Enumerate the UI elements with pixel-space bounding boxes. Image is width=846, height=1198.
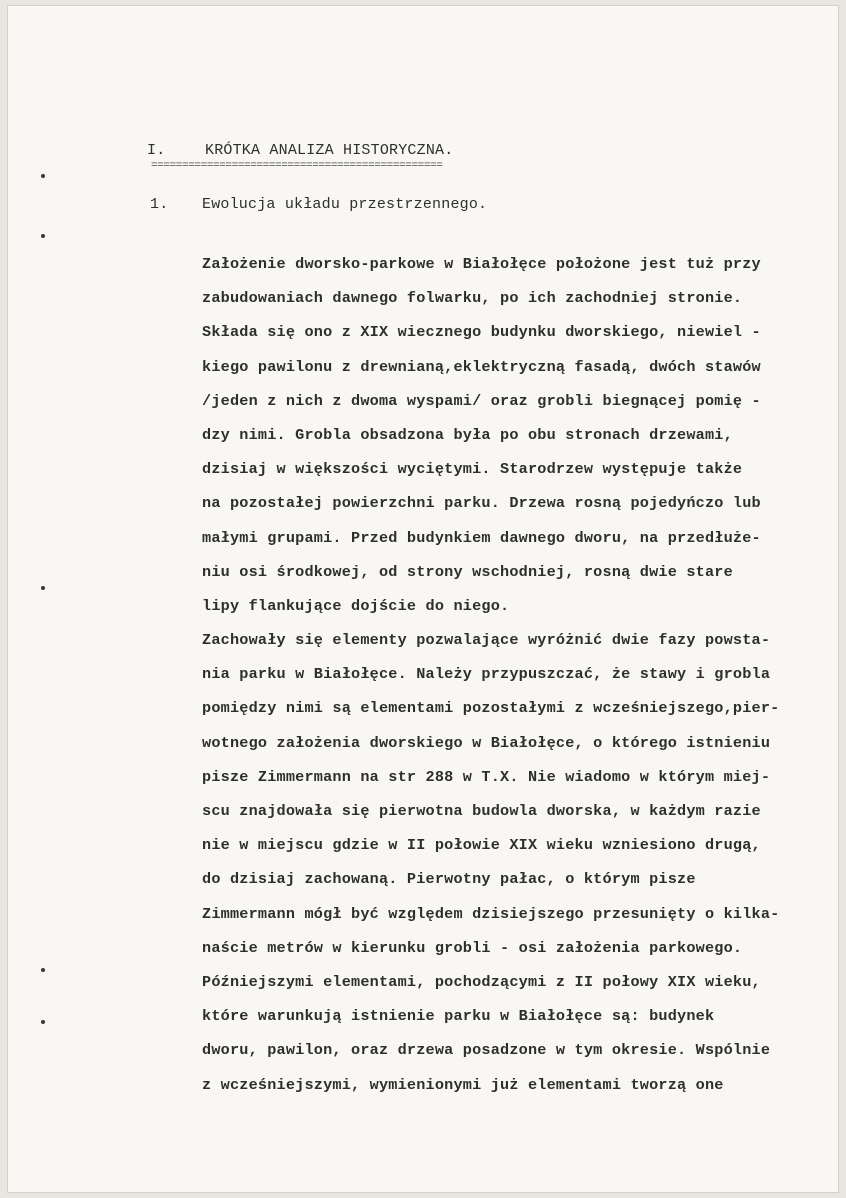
section-heading — [147, 142, 453, 159]
text-line: dworu, pawilon, oraz drzewa posadzone w tym okresie. Wspólnie — [202, 1041, 771, 1060]
text-line: naście metrów w kierunku grobli - osi założenia parkowego. — [202, 938, 743, 957]
text-line: pomiędzy nimi są elementami pozostałymi z wcześniejszego,pier- — [202, 699, 780, 718]
text-line: do dzisiaj zachowaną. Pierwotny pałac, o którym pisze — [202, 870, 696, 889]
text-line: lipy flankujące dojście do niego. — [202, 596, 510, 615]
text-line: dzisiaj w większości wyciętymi. Starodrzew występuje także — [202, 460, 743, 479]
margin-dot — [41, 234, 45, 238]
text-line: wotnego założenia dworskiego w Białołęce, o którego istnieniu — [202, 733, 771, 752]
text-line: Późniejszymi elementami, pochodzącymi z II połowy XIX wieku, — [202, 972, 761, 991]
text-line: nia parku w Białołęce. Należy przypuszczać, że stawy i grobla — [202, 665, 771, 684]
text-line: /jeden z nich z dwoma wyspami/ oraz grobli biegnącej pomię - — [202, 391, 761, 410]
text-line: zabudowaniach dawnego folwarku, po ich zachodniej stronie. — [202, 289, 743, 308]
subsection-title: Ewolucja układu przestrzennego. — [202, 196, 488, 213]
margin-dot — [41, 1020, 45, 1024]
text-line: kiego pawilonu z drewnianą,eklektryczną fasadą, dwóch stawów — [202, 357, 761, 376]
text-line: Założenie dworsko-parkowe w Białołęce położone jest tuż przy — [202, 255, 761, 273]
text-line: dzy nimi. Grobla obsadzona była po obu stronach drzewami, — [202, 425, 733, 444]
text-line: które warunkują istnienie parku w Białołęce są: budynek — [202, 1007, 715, 1026]
text-line: nie w miejscu gdzie w II połowie XIX wieku wzniesiono drugą, — [202, 836, 761, 855]
body-text — [202, 247, 779, 1102]
margin-dot — [41, 586, 45, 590]
text-line: z wcześniejszymi, wymienionymi już elementami tworzą one — [202, 1075, 724, 1094]
text-line: Zimmermann mógł być względem dzisiejszego przesunięty o kilka- — [202, 904, 780, 923]
section-number: I. — [147, 142, 166, 159]
text-line: na pozostałej powierzchni parku. Drzewa rosną pojedyńczo lub — [202, 494, 761, 513]
margin-dot — [41, 968, 45, 972]
section-title: KRÓTKA ANALIZA HISTORYCZNA. — [205, 142, 454, 159]
text-line: scu znajdowała się pierwotna budowla dworska, w każdym razie — [202, 802, 761, 820]
text-line: Składa się ono z XIX wiecznego budynku dworskiego, niewiel - — [202, 323, 761, 342]
section-underline: =============================================== — [151, 160, 443, 172]
typewritten-page — [8, 6, 838, 1192]
text-line: niu osi środkowej, od strony wschodniej, rosną dwie stare — [202, 562, 733, 581]
text-line: małymi grupami. Przed budynkiem dawnego dworu, na przedłuże- — [202, 528, 761, 547]
subsection-heading — [150, 196, 487, 213]
subsection-number: 1. — [150, 196, 169, 213]
text-line: pisze Zimmermann na str 288 w T.X. Nie wiadomo w którym miej- — [202, 767, 771, 786]
text-line: Zachowały się elementy pozwalające wyróżnić dwie fazy powsta- — [202, 631, 771, 650]
margin-dot — [41, 174, 45, 178]
